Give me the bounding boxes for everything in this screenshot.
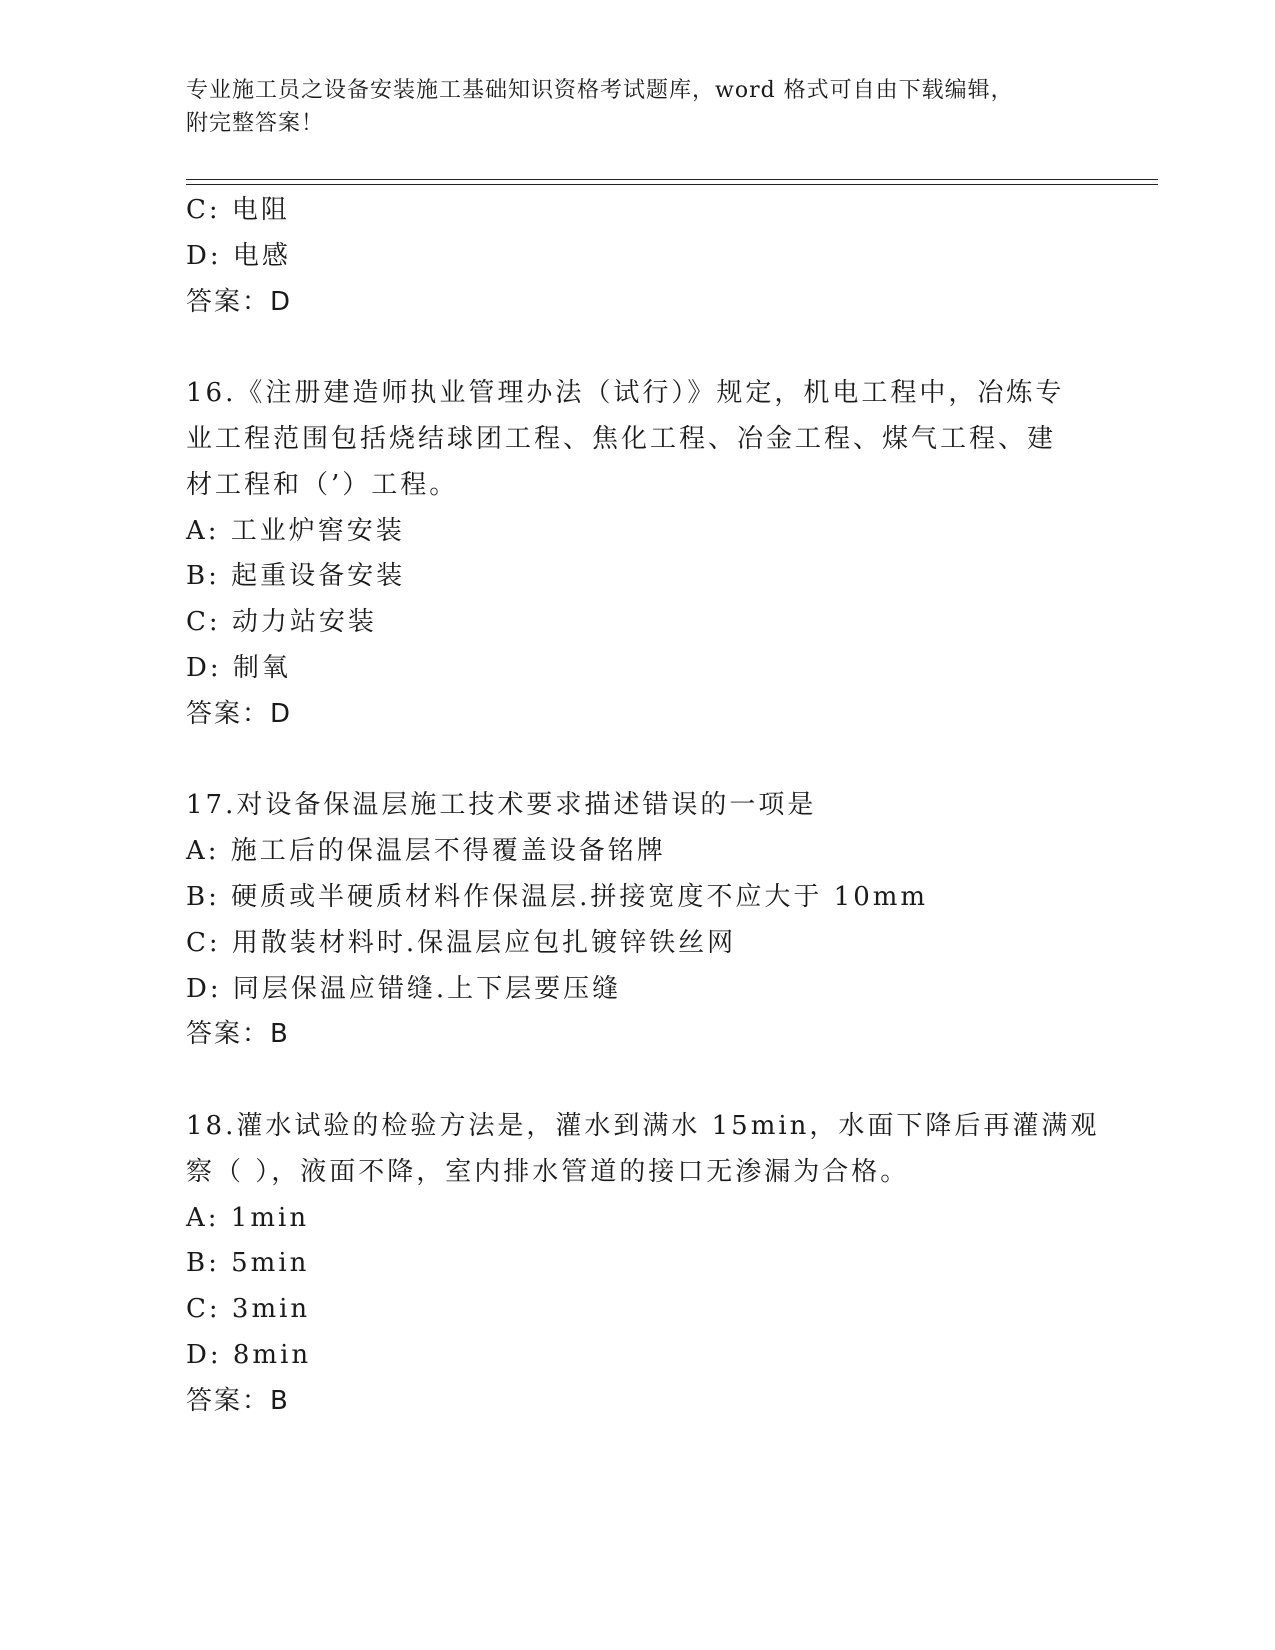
answer-line: 答案：D	[186, 286, 293, 317]
option-a: A: 1min	[186, 1202, 310, 1233]
question-17	[186, 783, 1086, 1058]
spacer	[186, 1058, 1086, 1104]
header-divider-top	[186, 179, 1158, 180]
option-b: B: 起重设备安装	[186, 561, 406, 592]
option-b: B: 硬质或半硬质材料作保温层.拼接宽度不应大于 10mm	[186, 881, 929, 912]
question-18	[186, 1104, 1100, 1425]
question-stem-line: 17.对设备保温层施工技术要求描述错误的一项是	[186, 790, 817, 821]
question-content	[186, 188, 1100, 1425]
option-d: D: 电感	[186, 240, 291, 271]
spacer	[186, 325, 1086, 371]
question-stem-line: 材工程和（’）工程。	[186, 469, 459, 500]
header-line-2: 附完整答案！	[186, 111, 325, 136]
question-fragment	[186, 188, 1086, 325]
question-stem-line: 18.灌水试验的检验方法是，灌水到满水 15min，水面下降后再灌满观	[186, 1110, 1100, 1141]
option-b: B: 5min	[186, 1248, 310, 1279]
question-stem-line: 业工程范围包括烧结球团工程、焦化工程、冶金工程、煤气工程、建	[186, 423, 1057, 454]
header-divider-bottom	[186, 184, 1158, 185]
option-c: C: 动力站安装	[186, 607, 377, 638]
answer-line: 答案：B	[186, 1019, 290, 1050]
option-d: D: 8min	[186, 1339, 312, 1370]
option-a: A: 工业炉窖安装	[186, 515, 405, 546]
answer-line: 答案：D	[186, 698, 293, 729]
option-d: D: 同层保温应错缝.上下层要压缝	[186, 973, 622, 1004]
header-line-1: 专业施工员之设备安装施工基础知识资格考试题库，word 格式可自由下载编辑，	[186, 78, 1014, 103]
document-header	[186, 74, 1086, 140]
option-d: D: 制氧	[186, 652, 291, 683]
question-stem-line: 16.《注册建造师执业管理办法（试行）》规定，机电工程中，冶炼专	[186, 378, 1065, 409]
question-stem-line: 察（ ），液面不降，室内排水管道的接口无渗漏为合格。	[186, 1156, 910, 1187]
option-a: A: 施工后的保温层不得覆盖设备铭牌	[186, 836, 666, 867]
spacer	[186, 738, 1086, 784]
option-c: C: 用散装材料时.保温层应包扎镀锌铁丝网	[186, 927, 737, 958]
option-c: C: 3min	[186, 1294, 311, 1325]
question-16	[186, 371, 1086, 737]
answer-line: 答案：B	[186, 1385, 290, 1416]
option-c: C: 电阻	[186, 195, 290, 225]
